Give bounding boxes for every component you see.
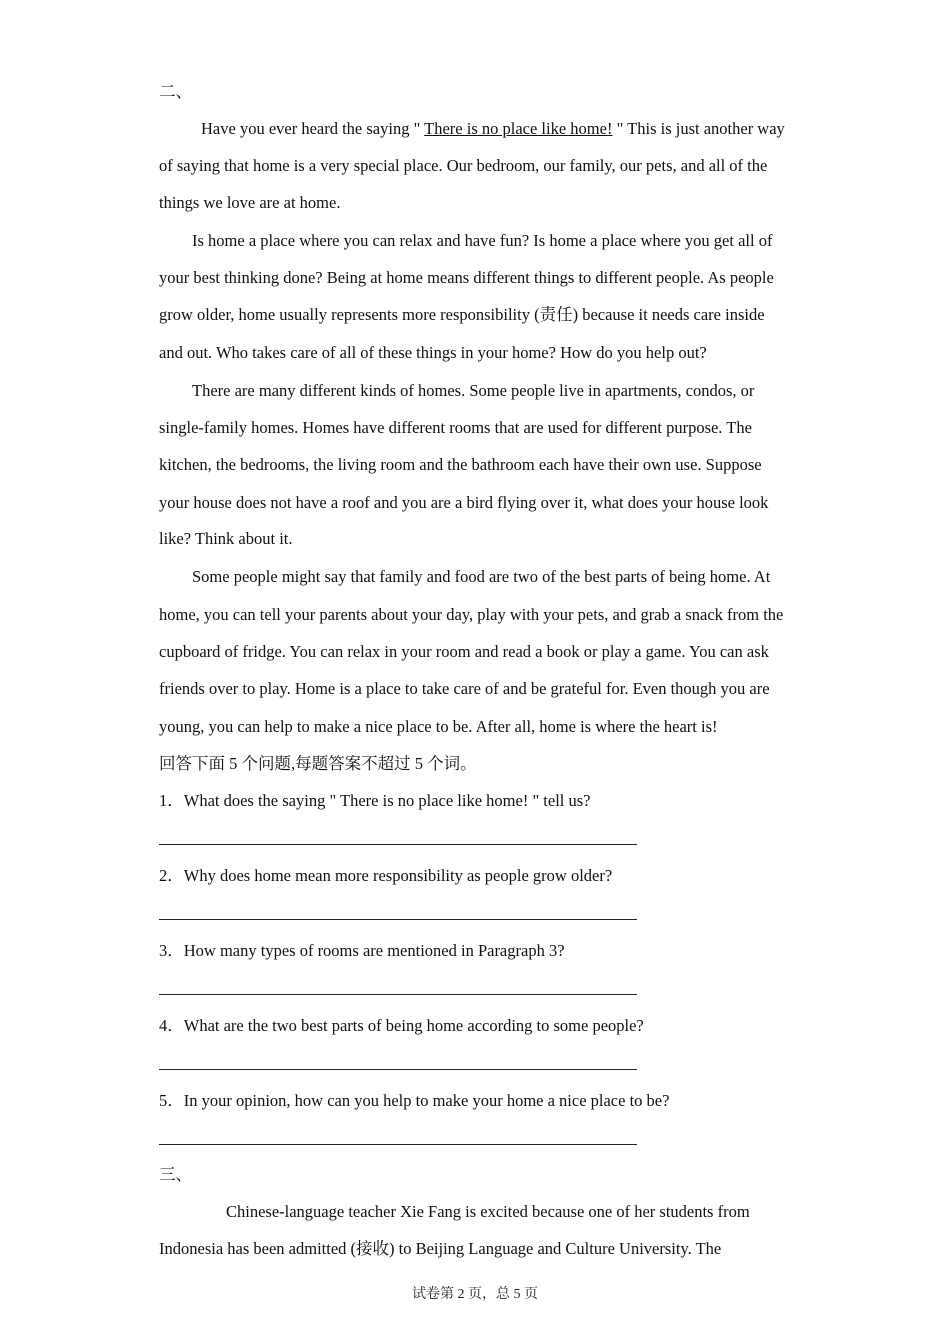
passage-line: your house does not have a roof and you are a bird flying over it, what does your house look [159, 493, 769, 512]
passage-line: of saying that home is a very special place. Our bedroom, our family, our pets, and all of the [159, 156, 768, 175]
passage-line: like? Think about it. [159, 529, 293, 548]
passage-line: home, you can tell your parents about your day, play with your pets, and grab a snack from the [159, 605, 784, 624]
answer-blank-4[interactable] [159, 1069, 637, 1070]
section-3-heading: 三、 [159, 1165, 192, 1184]
passage-line: your best thinking done? Being at home means different things to different people. As people [159, 268, 774, 287]
passage-line: single-family homes. Homes have different rooms that are used for different purpose. The [159, 418, 752, 437]
passage-line: friends over to play. Home is a place to take care of and be grateful for. Even though you are [159, 679, 770, 698]
passage-line: There are many different kinds of homes. Some people live in apartments, condos, or [192, 381, 755, 400]
passage-line: Indonesia has been admitted (接收) to Beijing Language and Culture University. The [159, 1239, 722, 1258]
passage-line: kitchen, the bedrooms, the living room and the bathroom each have their own use. Suppose [159, 455, 762, 474]
passage-line: and out. Who takes care of all of these things in your home? How do you help out? [159, 343, 707, 362]
answer-blank-3[interactable] [159, 994, 637, 995]
answer-blank-5[interactable] [159, 1144, 637, 1145]
question-3: 3．How many types of rooms are mentioned in Paragraph 3? [159, 941, 565, 960]
passage-line-end: " This is just another way [612, 119, 785, 138]
instruction-text: 回答下面 5 个问题,每题答案不超过 5 个词。 [159, 754, 477, 773]
answer-blank-1[interactable] [159, 844, 637, 845]
question-5: 5．In your opinion, how can you help to make your home a nice place to be? [159, 1091, 670, 1110]
passage-line [201, 119, 785, 139]
passage-line: things we love are at home. [159, 193, 341, 212]
passage-line: Some people might say that family and food are two of the best parts of being home. At [192, 567, 771, 586]
section-2-heading: 二、 [159, 82, 192, 101]
passage-line: Chinese-language teacher Xie Fang is excited because one of her students from [226, 1202, 750, 1221]
passage-line: cupboard of fridge. You can relax in your room and read a book or play a game. You can ask [159, 642, 769, 661]
question-2: 2．Why does home mean more responsibility as people grow older? [159, 866, 613, 885]
passage-line-start: Have you ever heard the saying " [201, 119, 425, 138]
answer-blank-2[interactable] [159, 919, 637, 920]
underlined-saying: There is no place like home! [424, 119, 613, 138]
passage-line: grow older, home usually represents more responsibility (责任) because it needs care inside [159, 305, 765, 324]
question-4: 4．What are the two best parts of being home according to some people? [159, 1016, 644, 1035]
passage-line: Is home a place where you can relax and have fun? Is home a place where you get all of [192, 231, 773, 250]
question-1: 1．What does the saying " There is no place like home! " tell us? [159, 791, 591, 810]
page-footer: 试卷第 2 页，总 5 页 [412, 1287, 538, 1302]
passage-line: young, you can help to make a nice place to be. After all, home is where the heart is! [159, 717, 718, 736]
